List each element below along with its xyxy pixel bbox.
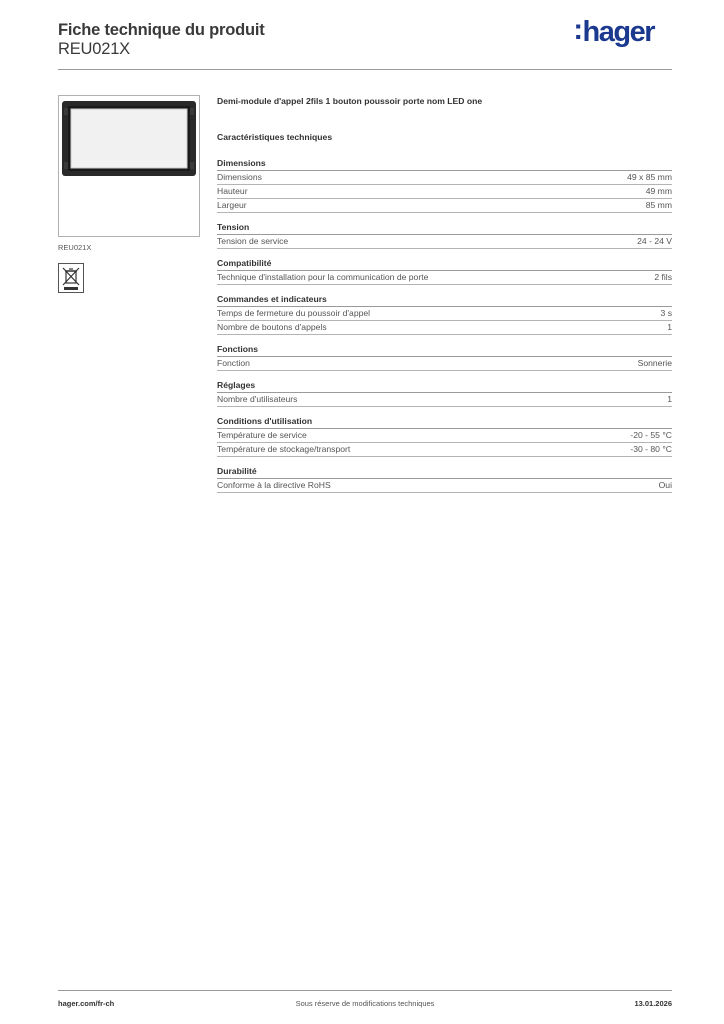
spec-row: Température de stockage/transport -30 - 80 °C bbox=[217, 443, 672, 457]
website-link[interactable]: hager.com/fr-ch bbox=[58, 999, 115, 1008]
crossed-bin-icon bbox=[58, 263, 84, 293]
product-description: Demi-module d'appel 2fils 1 bouton poussoir porte nom LED one bbox=[217, 96, 483, 106]
spec-row: Température de service -20 - 55 °C bbox=[217, 429, 672, 443]
page-footer bbox=[58, 990, 672, 1015]
spec-row: Nombre de boutons d'appels 1 bbox=[217, 321, 672, 335]
spec-row: Tension de service 24 - 24 V bbox=[217, 235, 672, 249]
spec-group-title: Compatibilité bbox=[217, 258, 672, 271]
spec-group-title: Conditions d'utilisation bbox=[217, 416, 672, 429]
spec-row: Dimensions 49 x 85 mm bbox=[217, 171, 672, 185]
spec-group-compatibility bbox=[217, 258, 672, 285]
product-reference: REU021X bbox=[58, 40, 130, 58]
spec-row: Largeur 85 mm bbox=[217, 199, 672, 213]
spec-group-controls bbox=[217, 294, 672, 335]
spec-group-dimensions bbox=[217, 158, 672, 213]
specifications-heading: Caractéristiques techniques bbox=[217, 132, 333, 142]
product-image-caption: REU021X bbox=[58, 243, 92, 252]
footer-disclaimer: Sous réserve de modifications techniques bbox=[295, 999, 435, 1008]
spec-group-title: Dimensions bbox=[217, 158, 672, 171]
spec-group-settings bbox=[217, 380, 672, 407]
hager-logo: :hager bbox=[573, 14, 654, 48]
spec-row: Nombre d'utilisateurs 1 bbox=[217, 393, 672, 407]
spec-group-tension bbox=[217, 222, 672, 249]
page-header bbox=[58, 14, 672, 70]
spec-group-title: Commandes et indicateurs bbox=[217, 294, 672, 307]
spec-row: Temps de fermeture du poussoir d'appel 3 s bbox=[217, 307, 672, 321]
product-image bbox=[58, 95, 200, 237]
spec-row: Technique d'installation pour la communication de porte 2 fils bbox=[217, 271, 672, 285]
spec-group-title: Réglages bbox=[217, 380, 672, 393]
spec-group-functions bbox=[217, 344, 672, 371]
spec-group-title: Tension bbox=[217, 222, 672, 235]
page-title: Fiche technique du produit bbox=[58, 21, 265, 39]
spec-group-title: Fonctions bbox=[217, 344, 672, 357]
spec-group-title: Durabilité bbox=[217, 466, 672, 479]
footer-date: 13.01.2026 bbox=[634, 999, 672, 1008]
spec-row: Conforme à la directive RoHS Oui bbox=[217, 479, 672, 493]
spec-group-conditions bbox=[217, 416, 672, 457]
spec-row: Hauteur 49 mm bbox=[217, 185, 672, 199]
technical-specifications bbox=[217, 96, 672, 502]
spec-row: Fonction Sonnerie bbox=[217, 357, 672, 371]
spec-group-durability bbox=[217, 466, 672, 493]
